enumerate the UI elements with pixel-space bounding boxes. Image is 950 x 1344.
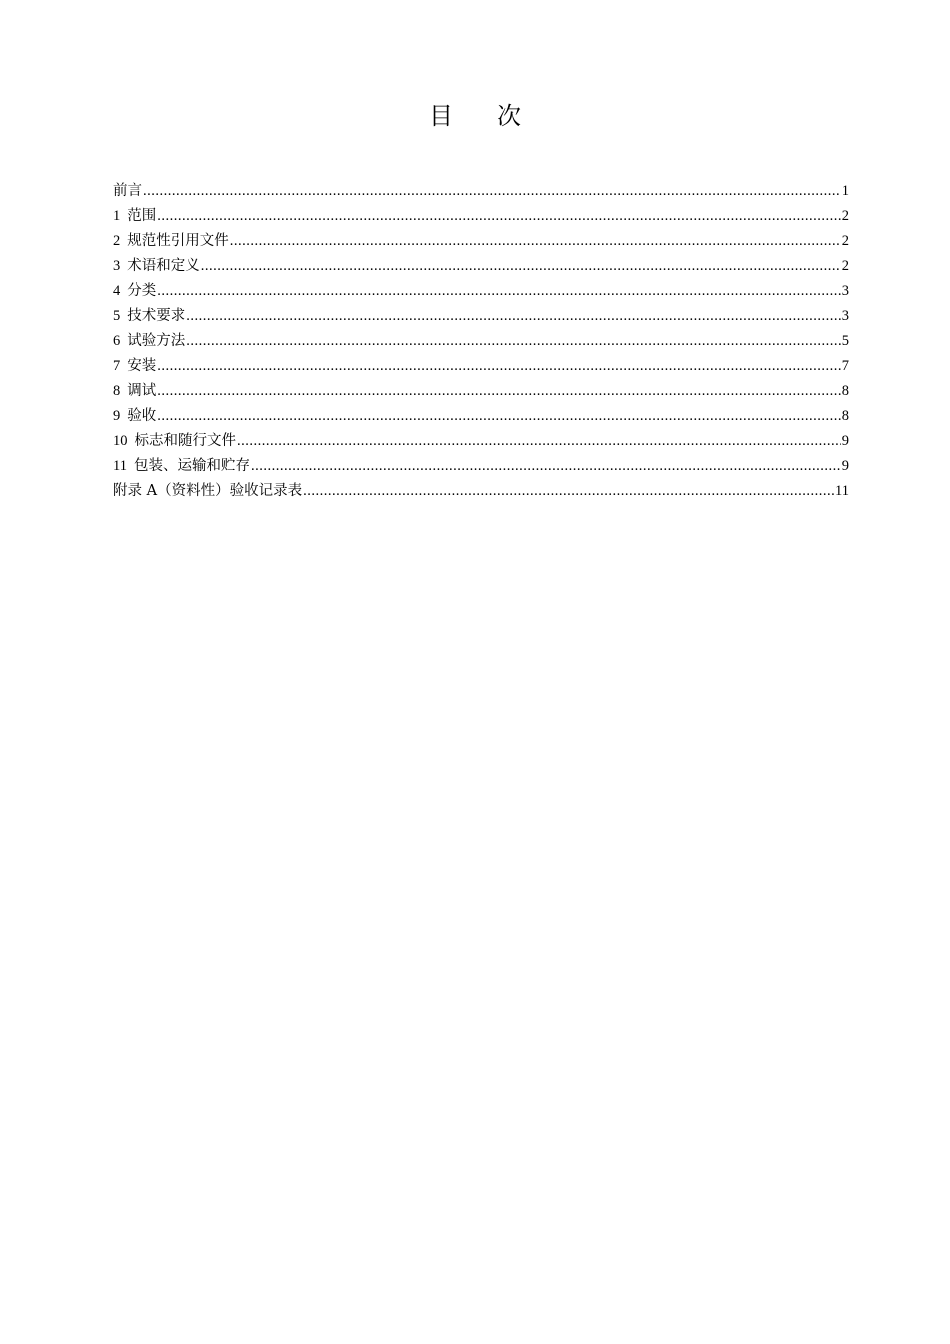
toc-entry-5[interactable] [113, 304, 849, 329]
toc-entry-title: 安装 [127, 358, 157, 374]
toc-entry-4[interactable] [113, 279, 849, 304]
page-title-char-2: 次 [497, 102, 521, 130]
toc-entry-title: 调试 [127, 383, 157, 399]
toc-section-number: 10 [113, 433, 128, 449]
toc-entry-title: 术语和定义 [127, 258, 200, 274]
toc-entry-title: 验收 [127, 408, 157, 424]
table-of-contents [113, 179, 849, 504]
toc-entry-appendix-a[interactable] [113, 479, 849, 504]
toc-entry-6[interactable] [113, 329, 849, 354]
toc-entry-title: 范围 [127, 208, 157, 224]
toc-dot-leader [157, 204, 841, 229]
toc-page-number: 11 [835, 483, 849, 499]
page-title [0, 98, 950, 134]
toc-entry-7[interactable] [113, 354, 849, 379]
toc-section-number: 4 [113, 283, 121, 299]
toc-entry-2[interactable] [113, 229, 849, 254]
toc-section-number: 6 [113, 333, 121, 349]
toc-entry-title: 包装、运输和贮存 [133, 458, 250, 474]
toc-entry-title: 规范性引用文件 [127, 233, 229, 249]
toc-entry-title: 标志和随行文件 [134, 433, 236, 449]
toc-entry-8[interactable] [113, 379, 849, 404]
toc-dot-leader [157, 379, 841, 404]
toc-dot-leader [186, 329, 841, 354]
toc-page-number: 2 [841, 208, 849, 224]
toc-dot-leader [237, 429, 841, 454]
toc-section-number: 1 [113, 208, 121, 224]
toc-entry-title: 试验方法 [127, 333, 186, 349]
toc-entry-foreword[interactable] [113, 179, 849, 204]
toc-page-number: 9 [841, 433, 849, 449]
toc-dot-leader [201, 254, 841, 279]
toc-dot-leader [303, 479, 834, 504]
toc-page-number: 9 [841, 458, 849, 474]
toc-entry-title: 前言 [113, 183, 142, 199]
toc-entry-3[interactable] [113, 254, 849, 279]
toc-page-number: 2 [841, 258, 849, 274]
toc-entry-title: 技术要求 [127, 308, 186, 324]
toc-page-number: 8 [841, 383, 849, 399]
toc-section-number: 5 [113, 308, 121, 324]
toc-page-number: 3 [841, 308, 849, 324]
page-title-char-1: 目 [429, 102, 453, 130]
toc-page-number: 2 [841, 233, 849, 249]
toc-dot-leader [157, 404, 841, 429]
toc-section-number: 9 [113, 408, 121, 424]
toc-dot-leader [186, 304, 841, 329]
toc-dot-leader [143, 179, 841, 204]
toc-entry-11[interactable] [113, 454, 849, 479]
toc-page-number: 5 [841, 333, 849, 349]
toc-dot-leader [157, 354, 841, 379]
toc-dot-leader [230, 229, 841, 254]
toc-entry-9[interactable] [113, 404, 849, 429]
toc-section-number: 8 [113, 383, 121, 399]
toc-section-number: 3 [113, 258, 121, 274]
toc-section-number: 2 [113, 233, 121, 249]
toc-page-number: 1 [841, 183, 849, 199]
toc-entry-1[interactable] [113, 204, 849, 229]
toc-page-number: 7 [841, 358, 849, 374]
toc-entry-10[interactable] [113, 429, 849, 454]
toc-entry-title: 附录 A（资料性）验收记录表 [113, 483, 303, 499]
toc-section-number: 7 [113, 358, 121, 374]
toc-dot-leader [157, 279, 841, 304]
toc-entry-title: 分类 [127, 283, 157, 299]
toc-section-number: 11 [113, 458, 127, 474]
toc-page-number: 3 [841, 283, 849, 299]
toc-dot-leader [251, 454, 841, 479]
toc-page-number: 8 [841, 408, 849, 424]
